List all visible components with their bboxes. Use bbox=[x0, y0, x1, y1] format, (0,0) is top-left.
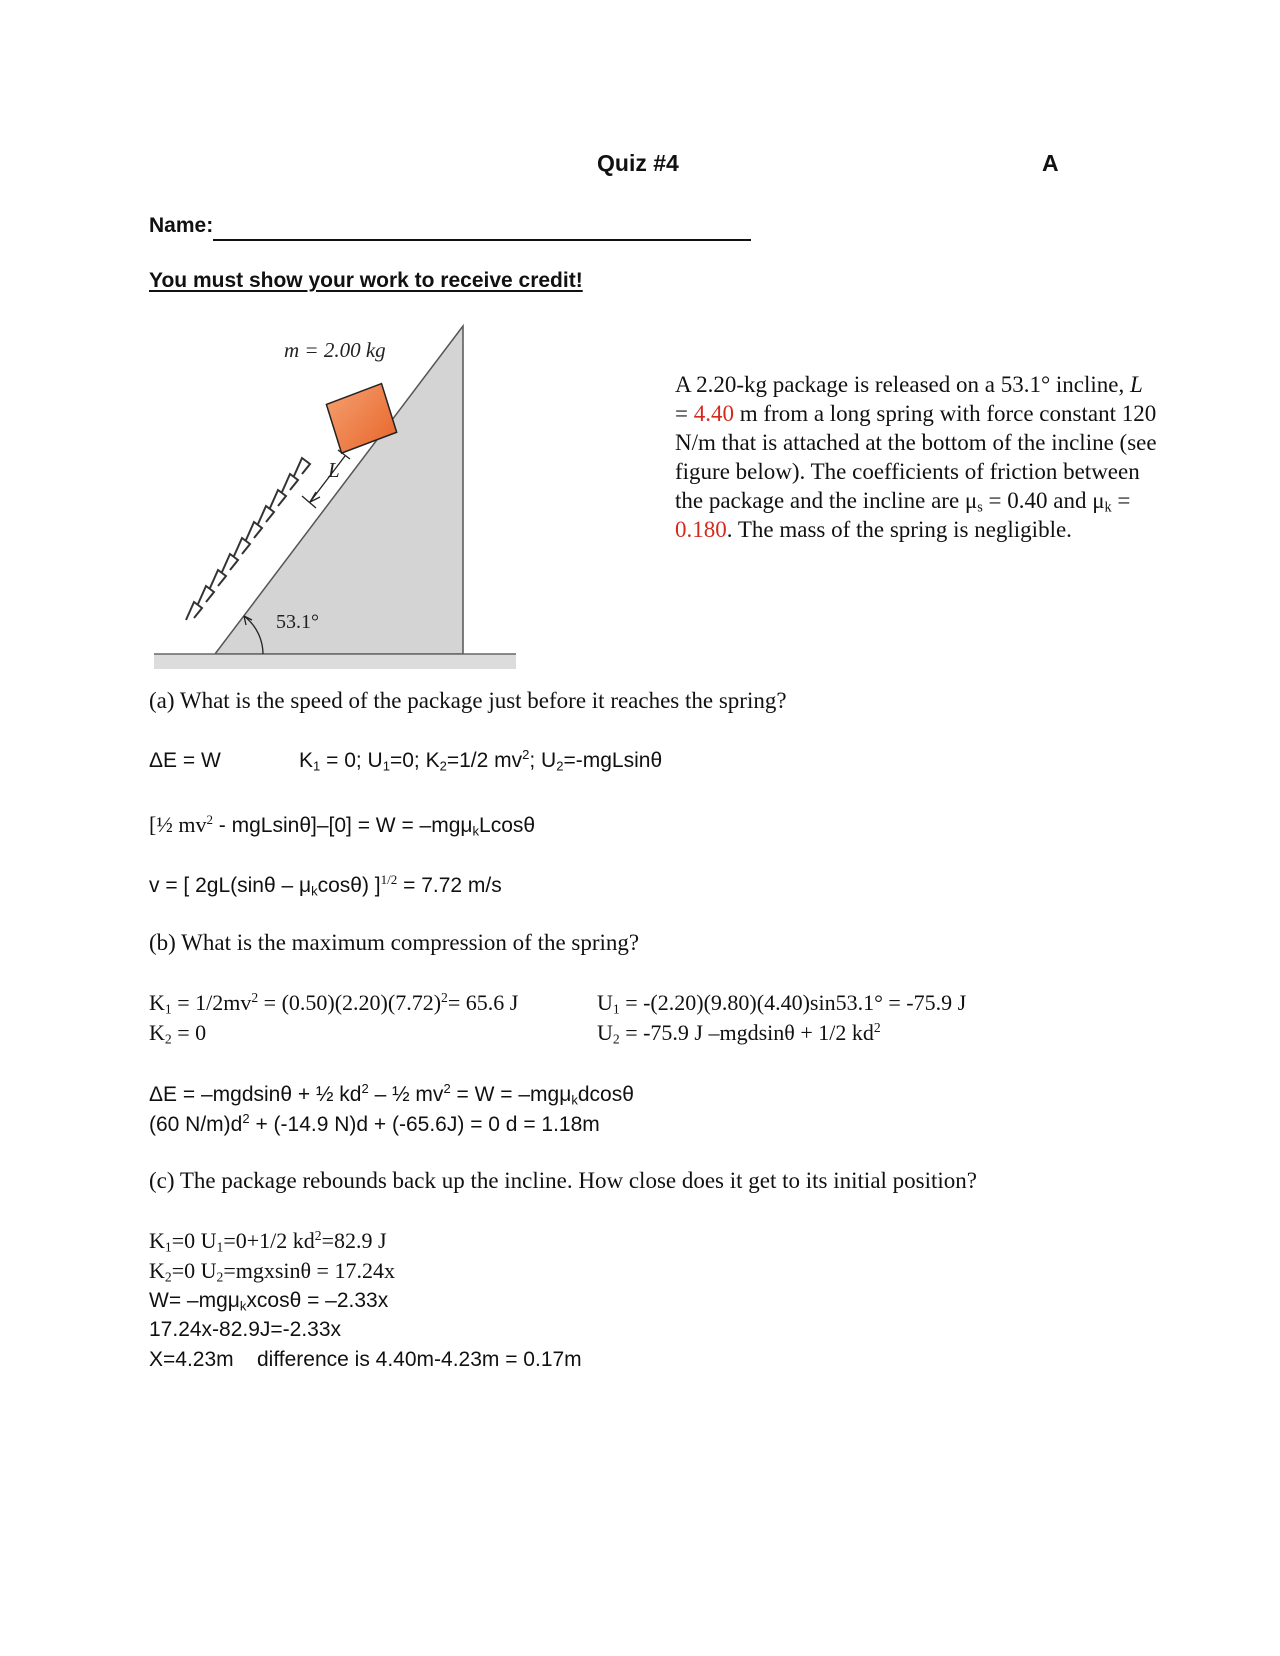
problem-line: 0.180. The mass of the spring is negligible. bbox=[675, 517, 1072, 542]
problem-statement bbox=[675, 370, 1157, 544]
part-a-line-2: [½ $mv^2 - mgLsin\theta]-[0] = W = -mg\mu_kLcos\theta$ bbox=[149, 812, 536, 839]
name-field-line[interactable] bbox=[213, 239, 751, 241]
question-c: (c) The package rebounds back up the incline. How close does it get to its initial position? bbox=[149, 1168, 977, 1193]
part-a-line-3: v = [ $2gL(\sin\theta - \mu_k\cos\theta)$ ]$^{1/2}$ = 7.72 m/s bbox=[149, 872, 502, 899]
name-label bbox=[149, 214, 213, 238]
question-b: (b) What is the maximum compression of the spring? bbox=[149, 930, 640, 955]
part-b-k1: $K_1 = 1/2mv^2 = (0.50)(2.20)(7.72)^2= 65.6$ J bbox=[149, 989, 519, 1017]
problem-line: figure below). The coefficients of friction between bbox=[675, 459, 1140, 484]
part-a-line-1-energies: $K_1 = 0$; $U_1=0$; $K_2=1/2$ $mv^2$; $U_2=$-mgLsinθ bbox=[299, 747, 663, 774]
problem-line: = 4.40 m from a long spring with force constant 120 bbox=[675, 401, 1157, 426]
part-b-energy-eq: ΔE = –mgdsinθ + ½ $kd^2$ – ½ $mv^2 = W = -mg\mu_kdcos\theta$ bbox=[149, 1081, 634, 1108]
name-label-text: Name: bbox=[149, 214, 214, 237]
part-c-line-3: W= –mgμ$_k$xcosθ = –2.33x bbox=[149, 1289, 389, 1314]
length-label: L bbox=[328, 458, 340, 482]
part-b-quadratic: (60 $N/m)d^2 + (-14.9$ N)d + (-65.6J) = 0 d = 1.18m bbox=[149, 1111, 600, 1136]
problem-line: N/m that is attached at the bottom of the incline (see bbox=[675, 430, 1157, 455]
part-b-k2: $K_2 = 0$ bbox=[149, 1020, 207, 1047]
ground bbox=[154, 654, 516, 669]
problem-line: A 2.20-kg package is released on a 53.1° incline, L bbox=[675, 372, 1143, 397]
incline-wedge bbox=[215, 326, 463, 654]
incline-figure bbox=[150, 318, 520, 673]
mass-label: m = 2.00 kg bbox=[284, 338, 386, 362]
instructions: You must show your work to receive credit! bbox=[149, 269, 583, 292]
part-a-line-1: ΔE = W bbox=[149, 749, 221, 772]
quiz-version: A bbox=[1042, 150, 1059, 176]
part-c-line-2: $K_2=0$ $U_2=mgxsin\theta = 17.24x$ bbox=[149, 1258, 395, 1285]
part-c-line-1: $K_1=0$ $U_1=0+1/2$ $kd^2=82.9$ J bbox=[149, 1227, 387, 1255]
part-c-line-5: X=4.23m difference is 4.40m-4.23m = 0.17m bbox=[149, 1348, 582, 1371]
question-a: (a) What is the speed of the package just before it reaches the spring? bbox=[149, 688, 787, 713]
part-b-u1: $U_1 = -(2.20)(9.80)(4.40)\sin 53.1^\circ = -75.9$ J bbox=[597, 990, 967, 1017]
angle-label: 53.1° bbox=[276, 611, 319, 633]
page-title: Quiz #4 bbox=[597, 150, 679, 176]
incline-diagram bbox=[150, 318, 520, 673]
problem-line: the package and the incline are $\mu_s = 0.40$ and $\mu_k$ = bbox=[675, 488, 1131, 516]
part-c-line-4: 17.24x-82.9J=-2.33x bbox=[149, 1318, 342, 1341]
part-b-u2: $U_2 = -75.9$ J –mgdsinθ + 1/2 $kd^2$ bbox=[597, 1019, 881, 1047]
